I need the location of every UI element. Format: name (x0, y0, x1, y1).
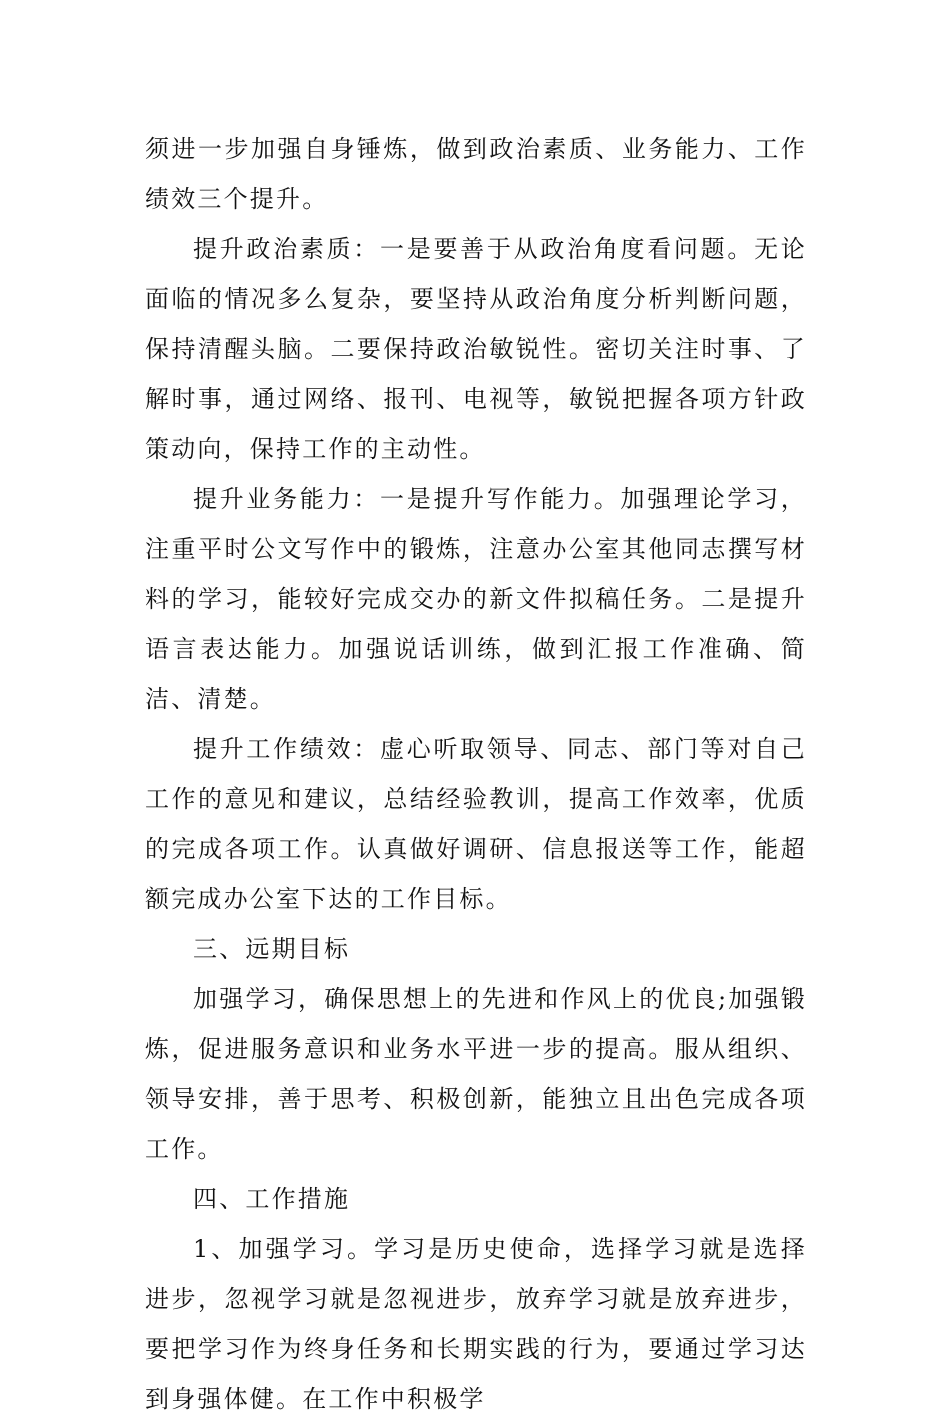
paragraph-political-quality: 提升政治素质：一是要善于从政治角度看问题。无论面临的情况多么复杂，要坚持从政治角度分析判断问题，保持清醒头脑。二要保持政治敏锐性。密切关注时事、了解时事，通过网络、报刊、电视等，敏锐把握各项方针政策动向，保持工作的主动性。 (145, 235, 807, 463)
document-page (145, 124, 807, 1424)
paragraph-strengthen-learning: 1、加强学习。学习是历史使命，选择学习就是选择进步，忽视学习就是忽视进步，放弃学习就是放弃进步，要把学习作为终身任务和长期实践的行为，要通过学习达到身强体健。在工作中积极学 (145, 1235, 807, 1413)
section-heading-work-measures: 四、工作措施 (193, 1185, 351, 1213)
paragraph-business-ability: 提升业务能力：一是提升写作能力。加强理论学习，注重平时公文写作中的锻炼，注意办公室其他同志撰写材料的学习，能较好完成交办的新文件拟稿任务。二是提升语言表达能力。加强说话训练，做到汇报工作准确、简洁、清楚。 (145, 485, 807, 713)
section-heading-long-term-goals: 三、远期目标 (193, 935, 351, 963)
paragraph-continuation: 须进一步加强自身锤炼，做到政治素质、业务能力、工作绩效三个提升。 (145, 135, 807, 213)
paragraph-work-performance: 提升工作绩效：虚心听取领导、同志、部门等对自己工作的意见和建议，总结经验教训，提高工作效率，优质的完成各项工作。认真做好调研、信息报送等工作，能超额完成办公室下达的工作目标。 (145, 735, 807, 913)
paragraph-long-term-goals: 加强学习，确保思想上的先进和作风上的优良;加强锻炼，促进服务意识和业务水平进一步的提高。服从组织、领导安排，善于思考、积极创新，能独立且出色完成各项工作。 (145, 985, 807, 1163)
